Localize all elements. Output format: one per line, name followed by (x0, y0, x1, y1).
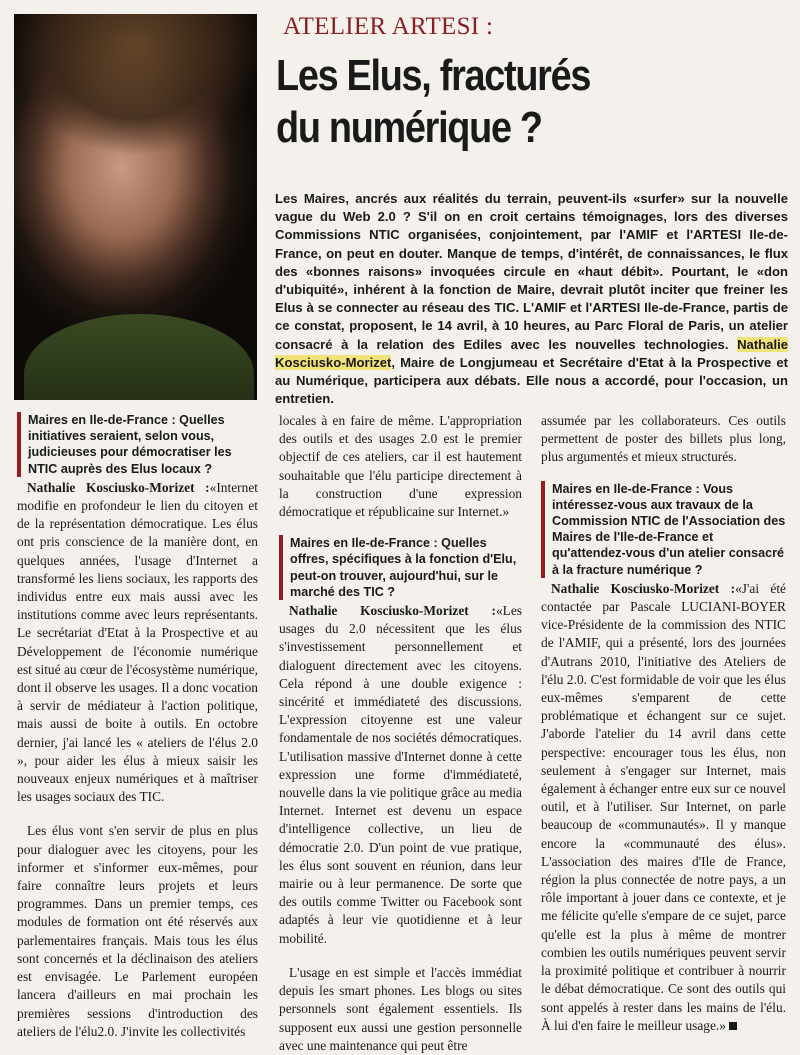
column-3 (541, 412, 786, 1035)
question-3: Maires en Ile-de-France : Vous intéressez-vous aux travaux de la Commission NTIC de l'Association des Maires de l'Ile-de-France et qu'attendez-vous d'un atelier consacré à la fracture numérique ? (541, 481, 786, 578)
highlighted-name: Nathalie Kosciusko-Morizet (275, 336, 789, 370)
answer-1-paragraph-1: Nathalie Kosciusko-Morizet :«Internet modifie en profondeur le lien du citoyen et de la représentation démocratique. Les élus ont pris conscience de la manière dont, en quelques années, l'usage d'Internet a transformé les liens sociaux, les rapports des individus entre eux mais aussi avec les institutions comme avec leurs représentants. Le secrétariat d'Etat à la Prospective et au Développement de l'économie numérique est situé au cœur de l'écosystème numérique, dont il observe les usages. Il a donc vocation à servir de médiateur à l'action politique, mais aussi de boite à outils. En octobre dernier, j'ai lancé les « ateliers de l'élus 2.0 », pour aider les élus à mieux saisir les nouveaux enjeux numériques et à maîtriser les usages sociaux des TIC. (17, 479, 258, 805)
answer-1-paragraph-3: locales à en faire de même. L'appropriation des outils et des usages 2.0 est le premier objectif de ces ateliers, car il est hautement souhaitable que l'élu participe directement à la construction d'une expression démocratique et républicaine sur Internet.» (279, 413, 522, 520)
answer-3-paragraph-1: Nathalie Kosciusko-Morizet :«J'ai été contactée par Pascale LUCIANI-BOYER vice-Présidente de la commission des NTIC de l'AMIF, qui a présenté, lors des journées d'Autrans 2010, l'initiative des Ateliers de l'élu 2.0. C'est formidable de voir que les élus eux-mêmes s'emparent de cette problématique et échangent sur ce sujet. J'aborde l'atelier du 14 avril dans cette perspective: encourager tous les élus, non seulement à s'engager sur Internet, mais également à échanger entre eux sur ce nouvel outil, et à l'utiliser. Sur Internet, on parle beaucoup de «communautés». Il y manque encore la «communauté des élus». L'association des maires d'Ile de France, région la plus connectée de notre pays, a un rôle important à jouer dans ce contexte, et je me félicite qu'elle s'empare de ce sujet, parce qu'elle est la plus à même de montrer combien les outils numériques peuvent servir la proximité politique et contribuer à nourrir le débat démocratique. Ce sont des outils qui sont appelés à rester dans les mains de l'élu. À lui d'en faire le meilleur usage.» (541, 580, 786, 1033)
speaker-name: Nathalie Kosciusko-Morizet : (551, 580, 736, 596)
question-2: Maires en Ile-de-France : Quelles offres, spécifiques à la fonction d'Elu, peut-on trouver, aujourd'hui, sur le marché des TIC ? (279, 535, 522, 600)
column-2 (279, 412, 522, 1055)
title-line-1: Les Elus, fracturés (276, 51, 591, 100)
question-1: Maires en Ile-de-France : Quelles initiatives seraient, selon vous, judicieuses pour démocratiser les NTIC auprès des Elus locaux ? (17, 412, 258, 477)
section-kicker: ATELIER ARTESI : (283, 13, 494, 40)
end-of-article-mark (729, 1022, 737, 1030)
speaker-name: Nathalie Kosciusko-Morizet : (289, 603, 496, 619)
intro-text: Les Maires, ancrés aux réalités du terrain, peuvent-ils «surfer» sur la nouvelle vague du Web 2.0 ? S'il on en croit certains témoignages, lors des diverses Commissions NTIC organisées, conjointement, par l'AMIF et l'ARTESI Ile-de-France, on peut en douter. Manque de temps, d'intérêt, de connaissances, le flux des «bonnes raisons» invoquées circule en «haut débit». Pourtant, le «don d'ubiquité», inhérent à la fonction de Maire, devrait plutôt inciter que freiner les Elus à se connecter au réseau des TIC. L'AMIF et l'ARTESI Ile-de-France, partis de ce constat, proposent, le 14 avril, à 10 heures, au Parc Floral de Paris, un atelier consacré à la relation des Ediles avec les nouvelles technologies. (275, 191, 788, 352)
answer-2-paragraph-1: Nathalie Kosciusko-Morizet :«Les usages du 2.0 nécessitent que les élus s'investissement personnellement et dialoguent directement avec les citoyens. Cela répond à une double exigence : sincérité et immédiateté des discussions. L'expression citoyenne est une valeur fondamentale de nos sociétés démocratiques. L'utilisation massive d'Internet donne à cette expression une forme d'immédiateté, nouvelle dans la vie politique grâce au media Internet. Internet est devenu un espace d'intelligence collective, un lieu de démocratie 2.0. D'un point de vue pratique, les élus sont souvent en réunion, dans leur mairie ou à leur permanence. De sorte que des outils comme Twitter ou Facebook sont adaptés à leur vie quotidienne et à leur mobilité. (279, 603, 522, 946)
portrait-photo (14, 14, 257, 400)
speaker-name: Nathalie Kosciusko-Morizet : (27, 479, 210, 495)
article-intro (275, 190, 788, 408)
answer-1-paragraph-2: Les élus vont s'en servir de plus en plus pour dialoguer avec les citoyens, pour les informer et s'informer eux-mêmes, pour faire connaître leurs projets et leurs programmes. Dans un premier temps, ces modules de formation ont été réservés aux parlementaires français. Mais tous les élus sont concernés et la déclinaison des ateliers est envisagée. Le Parlement européen lancera d'ailleurs en mai prochain les premières sessions d'introduction des ateliers de l'élu2.0. J'invite les collectivités (17, 823, 258, 1039)
answer-2-paragraph-3: assumée par les collaborateurs. Ces outils permettent de poster des billets plus long, plus argumentés et mieux structurés. (541, 413, 786, 465)
answer-2-paragraph-2: L'usage en est simple et l'accès immédiat depuis les smart phones. Les blogs ou sites personnels sont également essentiels. Ils supposent eux aussi une gestion personnelle avec une maintenance qui peut être (279, 964, 522, 1053)
intro-text-end: , Maire de Longjumeau et Secrétaire d'Etat à la Prospective et au Numérique, participera aux débats. Elle nous a accordé, pour l'occasion, un entretien. (275, 354, 788, 407)
article-title (276, 50, 723, 154)
title-line-2: du numérique ? (276, 103, 542, 152)
column-1 (17, 412, 258, 1041)
